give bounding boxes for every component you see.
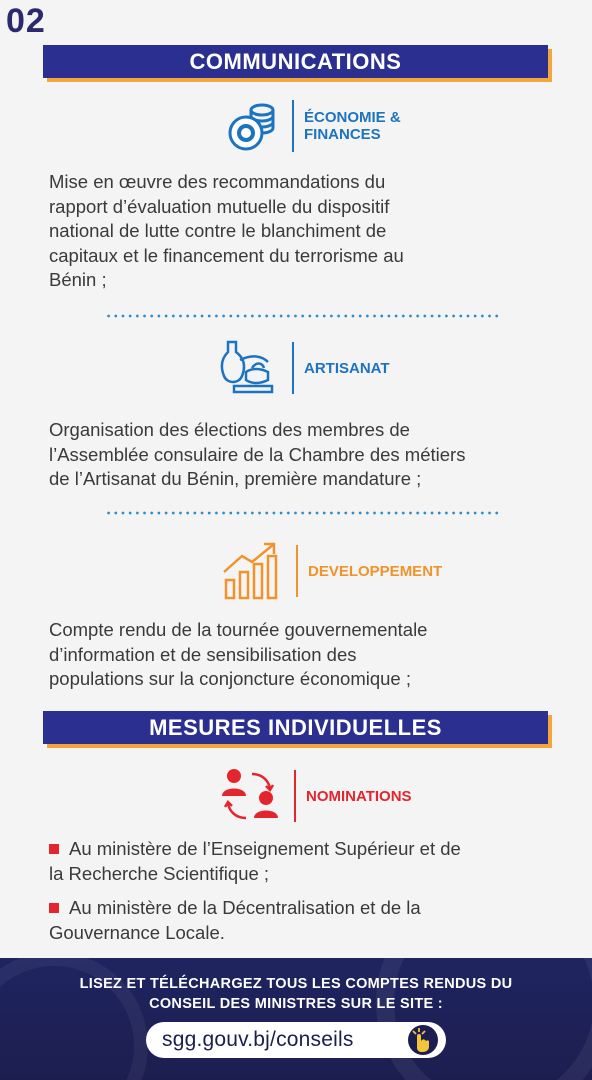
text-line: Compte rendu de la tournée gouvernementale	[49, 619, 428, 640]
category-label: ARTISANAT	[304, 359, 390, 377]
website-url[interactable]: sgg.gouv.bj/conseils	[162, 1028, 354, 1051]
text-line: Gouvernance Locale.	[49, 921, 225, 943]
section-title-mesures: MESURES INDIVIDUELLES	[43, 711, 548, 744]
communication-text-2	[49, 418, 569, 492]
category-divider	[294, 770, 296, 822]
text-line: populations sur la conjoncture économique ;	[49, 668, 412, 689]
growth-chart-icon	[220, 540, 282, 602]
text-line: capitaux et le financement du terrorisme au	[49, 244, 404, 266]
nomination-bullet-1	[49, 837, 574, 886]
category-economie-finances	[226, 100, 401, 152]
nomination-bullet-2	[49, 896, 574, 945]
category-label: NOMINATIONS	[306, 787, 412, 805]
text-line: rapport d’évaluation mutuelle du dispositif	[49, 195, 390, 217]
pointing-hand-icon	[408, 1025, 438, 1055]
category-divider	[292, 100, 294, 152]
text-line: Au ministère de la Décentralisation et de la	[69, 897, 421, 918]
page-number: 02	[6, 2, 46, 40]
people-exchange-icon	[220, 766, 280, 826]
category-label: FINANCES	[304, 126, 381, 143]
coins-stack-icon	[226, 100, 278, 152]
dotted-divider	[105, 313, 500, 319]
category-label: ÉCONOMIE &	[304, 109, 401, 126]
footer	[0, 958, 592, 1080]
text-line: l’Assemblée consulaire de la Chambre des métiers	[49, 443, 466, 465]
text-line: Au ministère de l’Enseignement Supérieur et de	[69, 838, 461, 859]
text-line: Bénin ;	[49, 269, 107, 290]
communication-text-3	[49, 618, 569, 692]
dotted-divider	[105, 510, 500, 516]
communication-text-1	[49, 170, 569, 293]
bullet-square	[49, 844, 59, 854]
text-line: la Recherche Scientifique ;	[49, 862, 270, 884]
cta-line: CONSEIL DES MINISTRES SUR LE SITE :	[149, 996, 443, 1012]
footer-cta	[0, 974, 592, 1014]
text-line: Organisation des élections des membres de	[49, 419, 410, 440]
section-title-communications: COMMUNICATIONS	[43, 45, 548, 78]
category-artisanat	[218, 338, 390, 398]
category-label: DEVELOPPEMENT	[308, 562, 443, 580]
text-line: de l’Artisanat du Bénin, première mandature ;	[49, 468, 422, 489]
cta-line: LISEZ ET TÉLÉCHARGEZ TOUS LES COMPTES RENDUS DU	[79, 976, 513, 992]
category-divider	[292, 342, 294, 394]
category-developpement	[220, 540, 442, 602]
text-line: national de lutte contre le blanchiment de	[49, 220, 387, 241]
category-divider	[296, 545, 298, 597]
pottery-vase-icon	[218, 338, 278, 398]
website-link[interactable]	[146, 1022, 446, 1058]
category-nominations	[220, 766, 412, 826]
text-line: d’information et de sensibilisation des	[49, 643, 357, 665]
text-line: Mise en œuvre des recommandations du	[49, 171, 386, 192]
bullet-square	[49, 903, 59, 913]
